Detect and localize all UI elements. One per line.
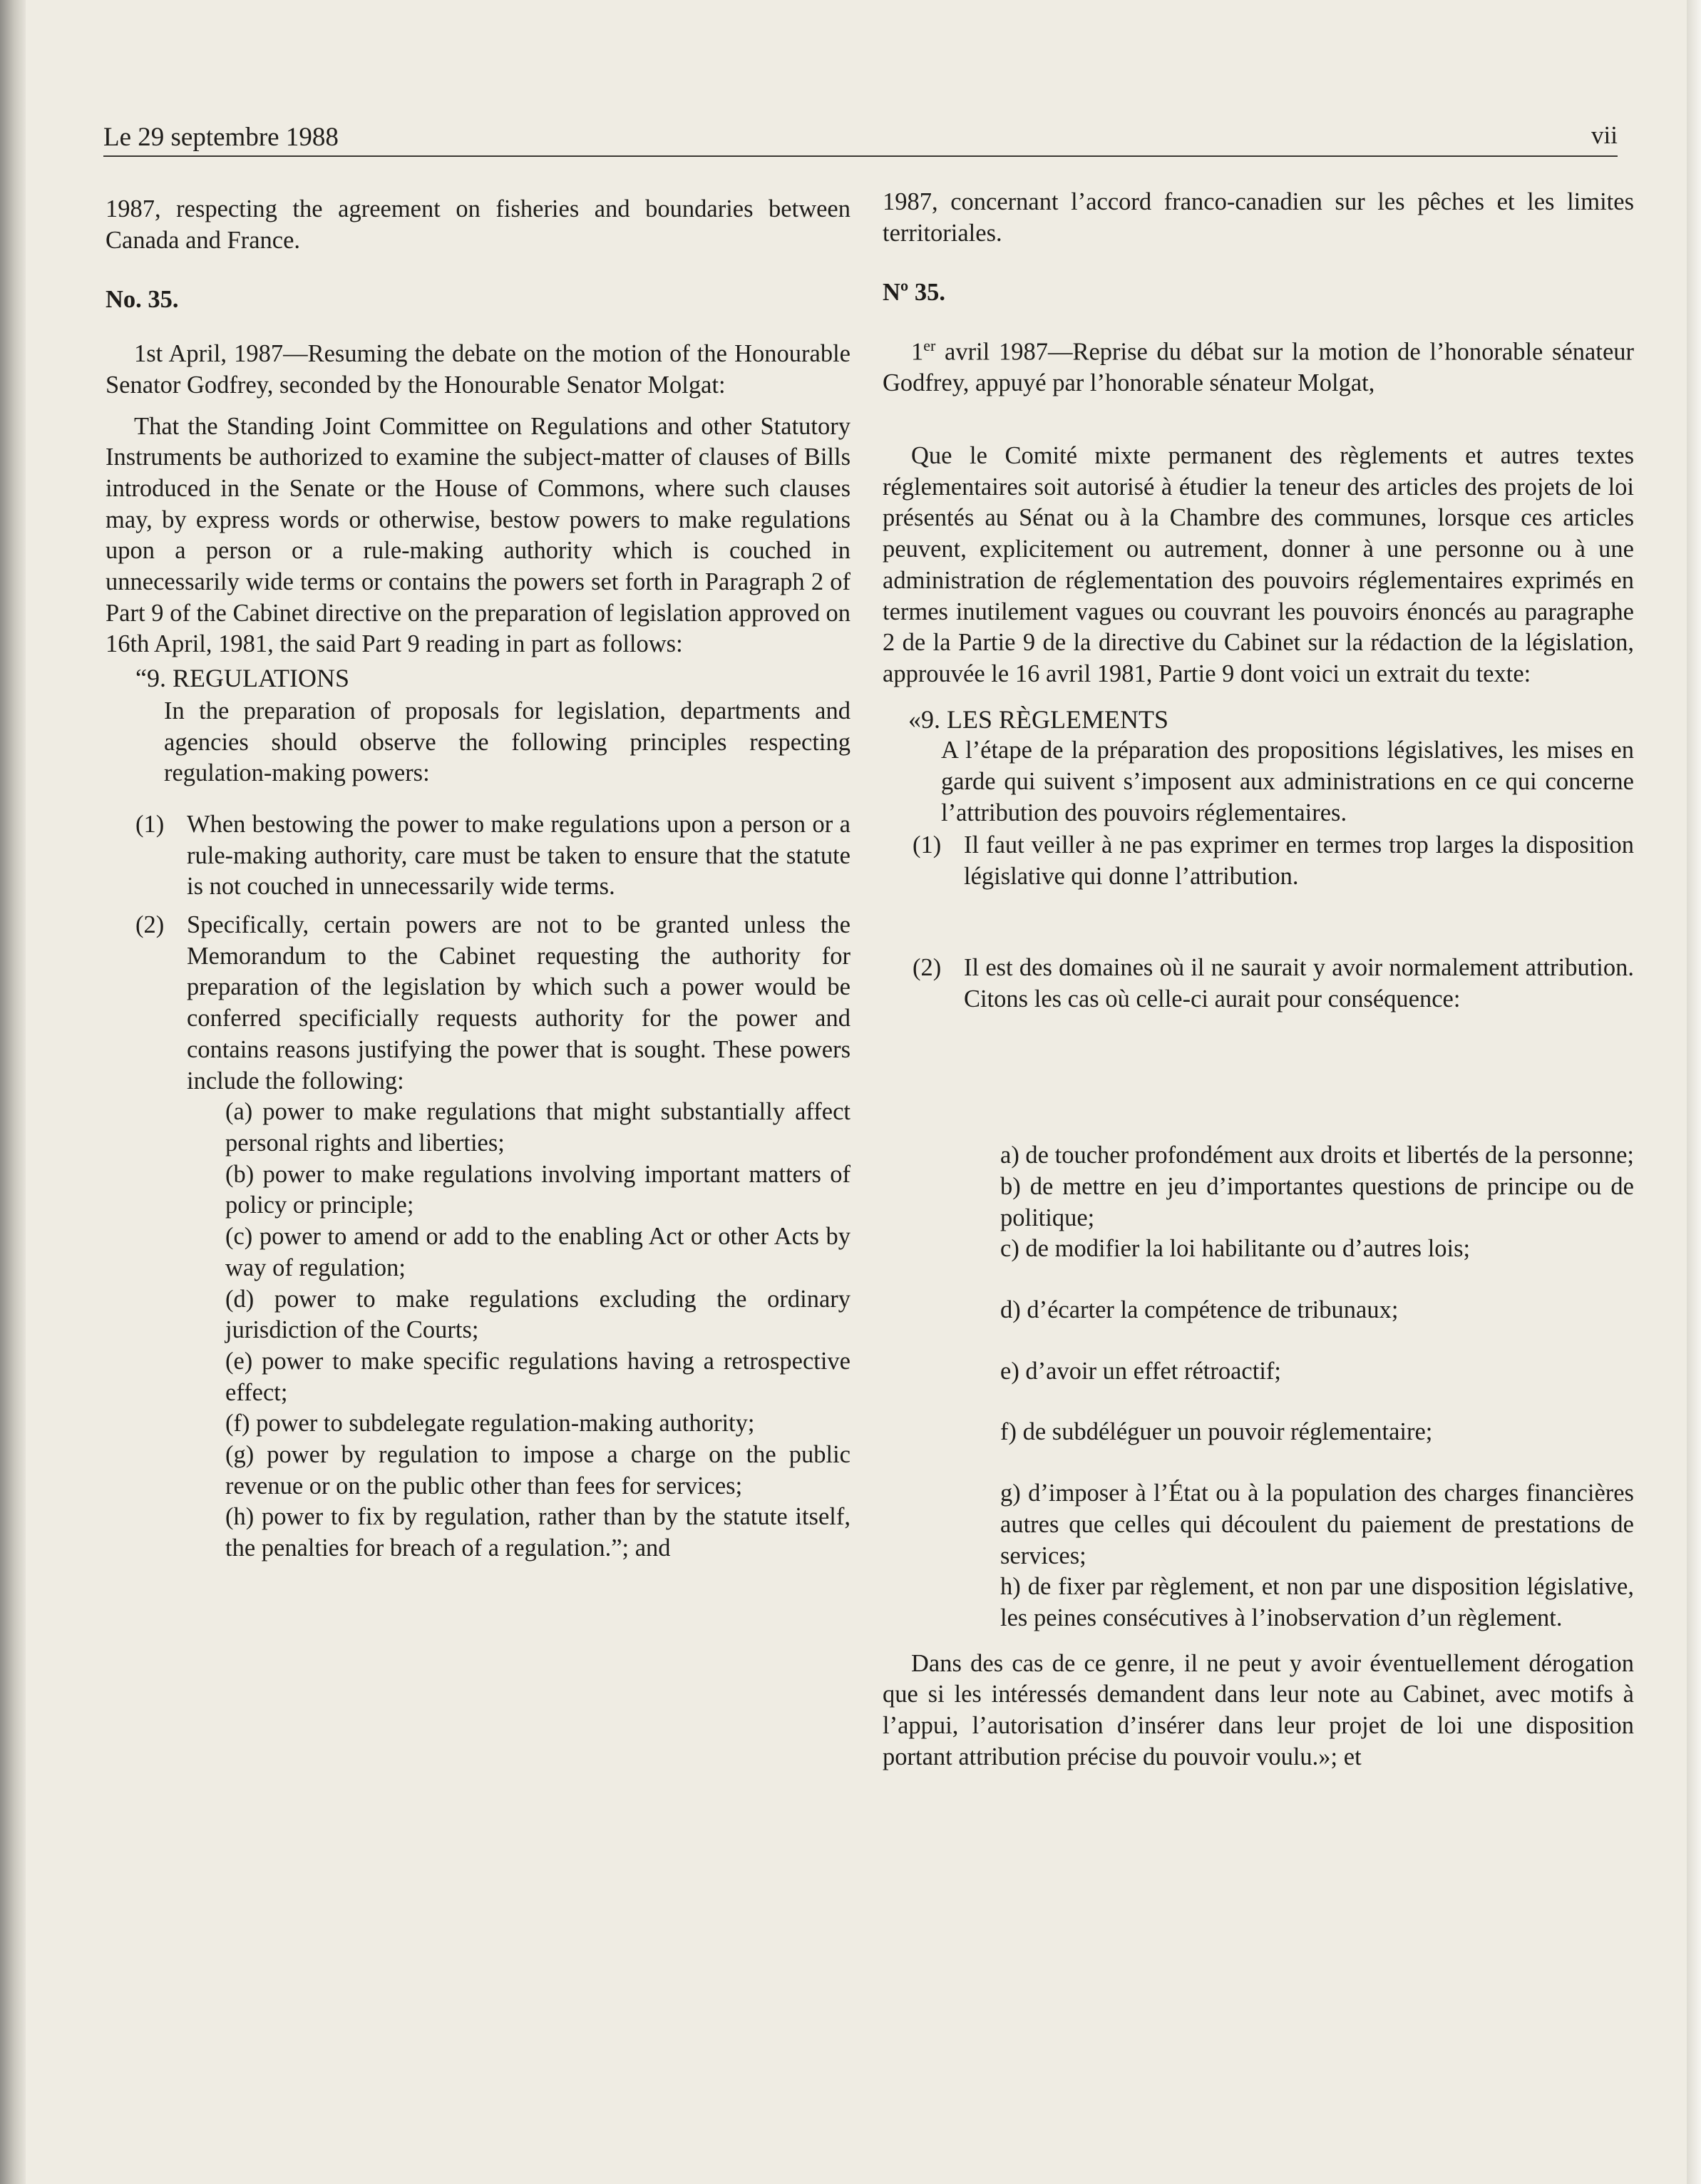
running-header [103, 120, 1618, 157]
fr-power-a: a) de toucher profondément aux droits et libertés de la personne; [1000, 1142, 1635, 1169]
en-para-motion: That the Standing Joint Committee on Regulations and other Statutory Instruments be authorized to examine the subject-matter of clauses of Bills introduced in the Senate or the House of Commons, where such clauses may, by express words or otherwise, bestow powers to make regulations upon a person or a rule-making authority which is couched in unnecessarily wide terms or contains the powers set forth in Paragraph 2 of Part 9 of the Cabinet directive on the preparation of legislation approved on 16th April, 1981, the said Part 9 reading in part as follows: [106, 412, 850, 658]
fr-para-date-text: avril 1987—Reprise du débat sur la motion de l’honorable sénateur Godfrey, appuyé par l’honorable sénateur Molgat, [883, 338, 1634, 397]
fr-power-h: h) de fixer par règlement, et non par une disposition législative, les peines consécutives à l’inobservation d’un règlement. [1000, 1573, 1634, 1631]
fr-power-b: b) de mettre en jeu d’importantes questions de principe ou de politique; [1000, 1172, 1634, 1231]
fr-para-date [883, 330, 1634, 399]
header-date: Le 29 septembre 1988 [103, 123, 339, 152]
fr-item-2 [883, 953, 1634, 1015]
en-power-g: (g) power by regulation to impose a charge on the public revenue or on the public other than fees for services; [225, 1441, 850, 1499]
en-power-e: (e) power to make specific regulations having a retrospective effect; [225, 1347, 850, 1406]
fr-power-g: g) d’imposer à l’État ou à la population des charges financières autres que celles qui découlent du paiement de prestations de services; [1000, 1480, 1634, 1569]
en-power-f: (f) power to subdelegate regulation-making authority; [225, 1410, 755, 1437]
fr-item-1-text: Il faut veiller à ne pas exprimer en termes trop larges la disposition législative qui donne l’attribution. [964, 831, 1634, 891]
fr-item-number: Nº 35. [883, 279, 946, 307]
en-power-b: (b) power to make regulations involving important matters of policy or principle; [225, 1160, 850, 1219]
english-column [106, 194, 850, 1564]
fr-item-1 [883, 830, 1634, 892]
en-power-a: (a) power to make regulations that might substantially affect personal rights and liberties; [225, 1098, 850, 1157]
fr-power-c: c) de modifier la loi habilitante ou d’autres lois; [1000, 1235, 1471, 1263]
en-power-d: (d) power to make regulations excluding the ordinary jurisdiction of the Courts; [225, 1285, 850, 1344]
fr-power-f: f) de subdéléguer un pouvoir réglementaire; [1000, 1418, 1433, 1446]
french-column [883, 187, 1634, 1773]
fr-power-d: d) d’écarter la compétence de tribunaux; [1000, 1296, 1399, 1324]
en-para-date: 1st April, 1987—Resuming the debate on the motion of the Honourable Senator Godfrey, seconded by the Honourable Senator Molgat: [106, 340, 850, 399]
en-item-number: No. 35. [106, 286, 179, 314]
fr-para-preparation: A l’étape de la préparation des propositions législatives, les mises en garde qui suivent s’imposent aux administrations en ce qui concerne l’attribution des pouvoirs réglementaires. [941, 737, 1634, 826]
fr-intro: 1987, concernant l’accord franco-canadien sur les pêches et les limites territoriales. [883, 188, 1634, 247]
en-powers-list [106, 1097, 850, 1564]
page-number: vii [1591, 121, 1618, 149]
fr-power-e: e) d’avoir un effet rétroactif; [1000, 1357, 1281, 1385]
en-power-c: (c) power to amend or add to the enabling Act or other Acts by way of regulation; [225, 1223, 850, 1281]
fr-powers-list [883, 1140, 1634, 1634]
page-binding-shadow [0, 0, 26, 2184]
fr-para-motion: Que le Comité mixte permanent des règlements et autres textes réglementaires soit autorisé à étudier la teneur des articles des projets de loi présentés au Sénat ou à la Chambre des communes, lorsque ces articles peuvent, explicitement ou autrement, donner à une personne ou à une administration de réglementation des pouvoirs réglementaires exprimés en termes inutilement vagues ou couvrant les pouvoirs énoncés au paragraphe 2 de la Partie 9 de la directive du Cabinet sur la rédaction de la législation, approuvée le 16 avril 1981, Partie 9 dont voici un extrait du texte: [883, 442, 1634, 687]
en-power-h: (h) power to fix by regulation, rather than by the statute itself, the penalties for breach of a regulation.”; and [225, 1503, 850, 1562]
fr-item-1-number: (1) [913, 831, 942, 859]
fr-para-date-sup: er [923, 337, 936, 355]
en-item-2-text: Specifically, certain powers are not to be granted unless the Memorandum to the Cabinet requesting the authority for preparation of the legislation by which such a power would be conferred specificially requests authority for the power and contains reasons justifying the power that is sought. These powers include the following: [187, 911, 850, 1094]
fr-item-2-number: (2) [913, 953, 942, 981]
en-item-2 [106, 910, 850, 1097]
en-item-1-number: (1) [135, 810, 165, 838]
en-heading-regulations: “9. REGULATIONS [135, 664, 349, 693]
en-intro: 1987, respecting the agreement on fisheries and boundaries between Canada and France. [106, 195, 850, 254]
en-item-1 [106, 809, 850, 903]
fr-item-2-text: Il est des domaines où il ne saurait y avoir normalement attribution. Citons les cas où celle-ci aurait pour conséquence: [964, 953, 1634, 1012]
fr-closing: Dans des cas de ce genre, il ne peut y avoir éventuellement dérogation que si les intéressés demandent dans leur note au Cabinet, avec motifs à l’appui, l’autorisation d’insérer dans leur projet de loi une disposition portant attribution précise du pouvoir voulu.»; et [883, 1649, 1634, 1770]
en-item-2-number: (2) [135, 911, 165, 939]
page-edge [1687, 0, 1701, 2184]
en-para-principles: In the preparation of proposals for legislation, departments and agencies should observe the following principles respecting regulation-making powers: [164, 697, 850, 787]
fr-heading-reglements: «9. LES RÈGLEMENTS [908, 704, 1168, 734]
en-item-1-text: When bestowing the power to make regulations upon a person or a rule-making authority, care must be taken to ensure that the statute is not couched in unnecessarily wide terms. [187, 810, 850, 901]
fr-para-date-lead: 1 [911, 338, 924, 366]
